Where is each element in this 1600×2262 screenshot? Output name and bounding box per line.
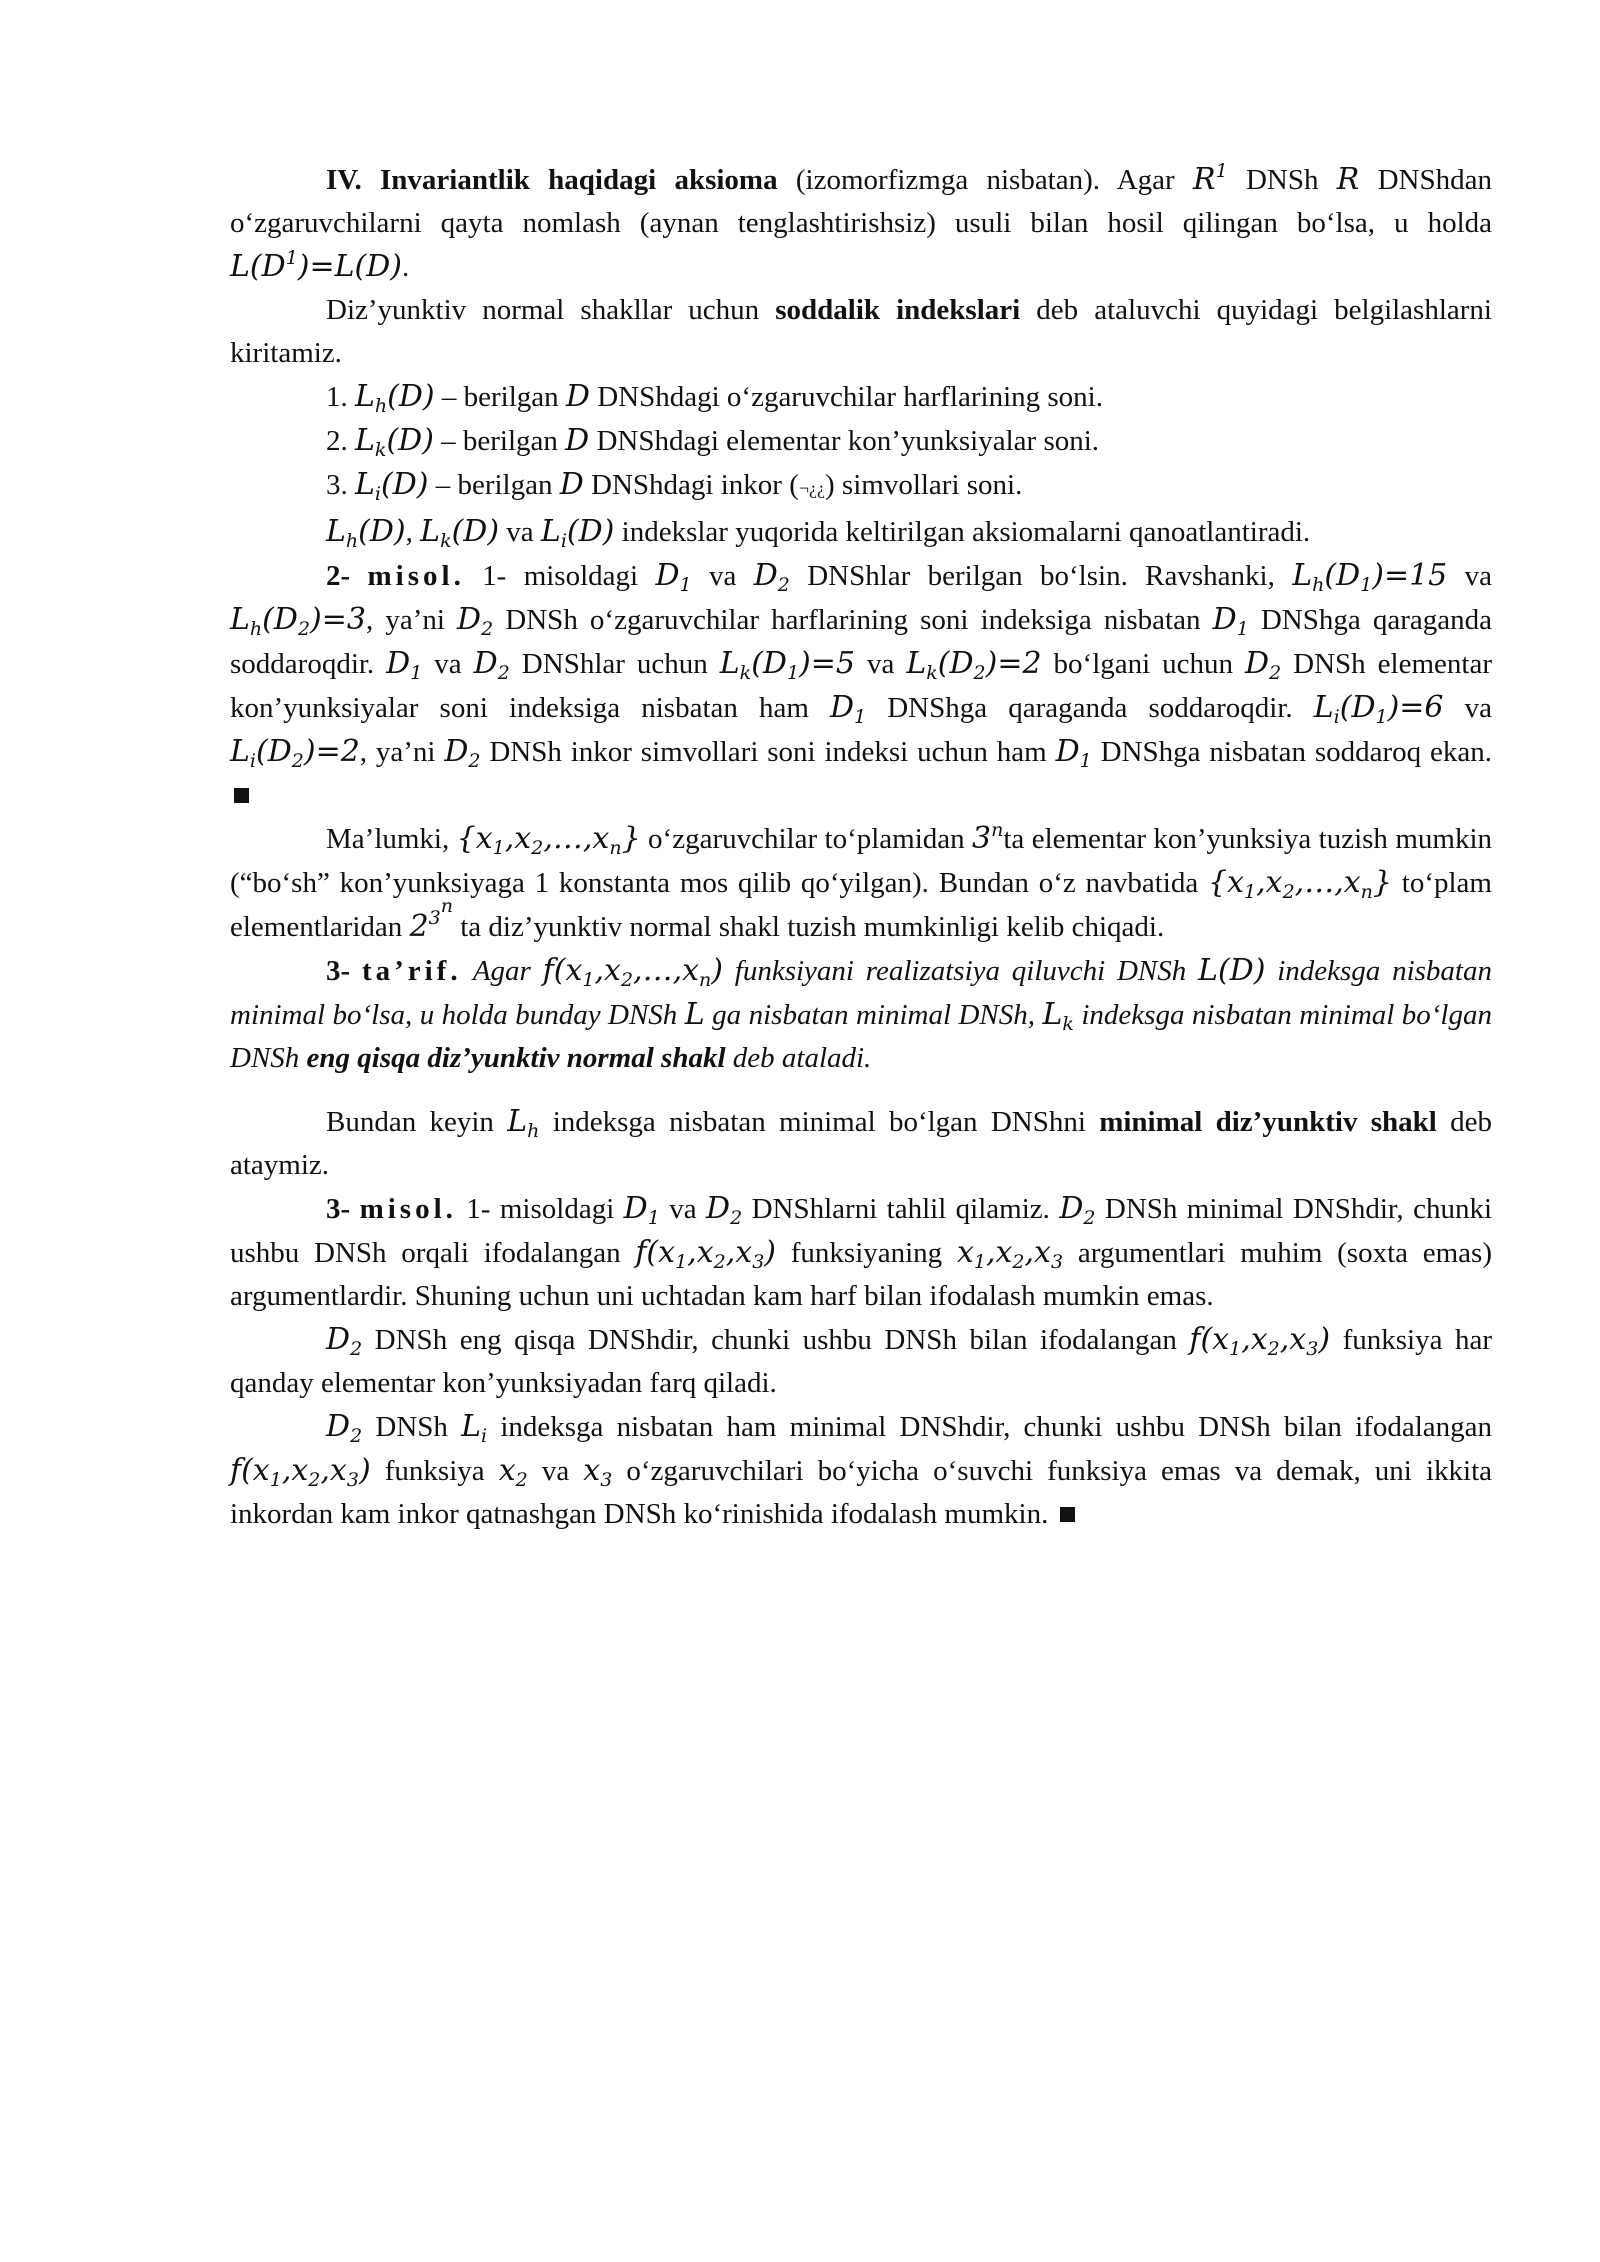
math-expression: $x_1,x_2,x_3$	[956, 1235, 1064, 1273]
text-run: 1- misoldagi	[456, 1193, 624, 1225]
text-run: va	[691, 560, 754, 592]
paragraph-p9	[230, 949, 1492, 1080]
paragraph-p3	[230, 375, 1492, 419]
text-run: ) simvollari soni.	[825, 469, 1023, 501]
text-run: indeksga nisbatan minimal bo‘lgan DNShni	[539, 1106, 1100, 1138]
text-run: DNShdagi elementar kon’yunksiyalar soni.	[589, 425, 1100, 457]
math-expression: $L_k(D_1)=5$	[719, 646, 855, 684]
bold-term: minimal diz’yunktiv shakl	[1099, 1106, 1437, 1138]
negation-symbol: ¬¿¿	[798, 478, 826, 498]
spaced-heading: misol.	[367, 560, 465, 592]
text-run: funksiya	[370, 1455, 499, 1487]
italic-text: deb ataladi.	[725, 1042, 872, 1074]
text-run: DNSh o‘zgaruvchilar harflarining soni indeksiga nisbatan	[493, 604, 1213, 636]
math-expression: $L_i$	[461, 1409, 488, 1447]
text-run: deb ataluvchi quyidagi belgilashlarni kiritamiz.	[230, 294, 1492, 369]
text-run: deb ataymiz.	[230, 1106, 1493, 1181]
bold-term: 3-	[326, 1193, 360, 1225]
text-run: DNSh elementar kon’yunksiyalar soni indeksiga nisbatan ham	[230, 648, 1492, 724]
math-expression: $L_k(D_2)=2$	[906, 646, 1042, 684]
text-run: DNShga qaraganda soddaroqdir.	[230, 604, 1492, 680]
paragraph-p5	[230, 463, 1492, 510]
math-expression: $f(x_1,x_2,x_3)$	[1189, 1322, 1331, 1360]
math-expression: $L_h(D)$	[326, 514, 406, 552]
math-expression: $L_i(D)$	[355, 467, 429, 505]
text-run: DNShdagi inkor (	[583, 469, 799, 501]
bold-term: soddalik indekslari	[775, 294, 1021, 326]
italic-text: Agar	[461, 955, 543, 987]
math-expression: 3$^n$	[972, 819, 1004, 856]
text-run: , ya’ni	[365, 604, 458, 636]
text-run: DNShdagi o‘zgaruvchilar harflarining soni.	[589, 381, 1103, 413]
text-run: DNShlar uchun	[509, 648, 720, 680]
math-expression: $2^{3^n}$	[409, 895, 453, 944]
text-run: ta diz’yunktiv normal shakl tuzish mumkinligi kelib chiqadi.	[453, 911, 1165, 943]
text-run: Diz’yunktiv normal shakllar uchun	[326, 294, 776, 326]
math-expression: $L_h(D_1)=15$	[1292, 558, 1448, 596]
math-expression: $L_i(D)$	[540, 514, 615, 552]
math-expression: $f(x_1,x_2,\dots,x_n)$	[542, 953, 723, 991]
math-expression: D	[559, 467, 584, 502]
paragraph-p1	[230, 158, 1492, 289]
math-expression: $\{x_1,x_2,\dots,x_n\}$	[1208, 865, 1393, 903]
text-run: argumentlari muhim (soxta emas) argumentlardir. Shuning uchun uni uchtadan kam harf bilan ifodalash mumkin emas.	[230, 1237, 1492, 1312]
math-expression: $D_1$	[829, 690, 867, 728]
text-run: funksiya har qanday elementar kon’yunksiyadan farq qiladi.	[230, 1324, 1492, 1399]
text-run: DNSh eng qisqa DNShdir, chunki ushbu DNSh bilan ifodalangan	[362, 1324, 1190, 1356]
text-run: va	[499, 516, 541, 548]
math-expression: $L_k(D)$	[355, 423, 434, 461]
text-run: bo‘lgani uchun	[1041, 648, 1246, 680]
math-expression: D	[565, 423, 590, 458]
text-run: funksiyaning	[776, 1237, 957, 1269]
paragraph-p8	[230, 817, 1492, 949]
text-run: (izomorfizmga nisbatan). Agar	[777, 164, 1193, 196]
math-expression: $D_2$	[706, 1191, 743, 1229]
math-expression: $x_2$	[498, 1453, 528, 1491]
text-run: , ya’ni	[359, 736, 445, 768]
math-expression: $D_2$	[444, 734, 481, 772]
text-run: .	[402, 251, 410, 283]
italic-text: funksiyani realizatsiya qiluvchi DNSh	[723, 955, 1199, 987]
text-run: indeksga nisbatan ham minimal DNShdir, chunki ushbu DNSh bilan ifodalangan	[487, 1411, 1493, 1443]
math-expression: $L_k$	[1042, 997, 1074, 1035]
text-run: o‘zgaruvchilari bo‘yicha o‘suvchi funksiya emas va demak, uni ikkita inkordan kam inkor qatnashgan DNSh ko‘rinishida ifodalash mumkin.	[230, 1455, 1492, 1530]
math-expression: $D_2$	[326, 1322, 363, 1360]
math-expression: $D_1$	[386, 646, 423, 684]
bold-term: 2-	[326, 560, 368, 592]
paragraph-p2	[230, 289, 1492, 375]
paragraph-p7	[230, 554, 1492, 817]
math-expression: $D_2$	[1245, 646, 1282, 684]
paragraph-p12	[230, 1318, 1492, 1405]
math-expression: $D_2$	[457, 602, 494, 640]
math-expression: $D_1$	[623, 1191, 660, 1229]
paragraph-p4	[230, 419, 1492, 463]
end-of-proof-square	[234, 788, 249, 803]
math-expression: $D_1$	[1212, 602, 1249, 640]
math-expression: D	[565, 379, 590, 414]
math-expression: $L(D^1)=L(D)$	[230, 247, 403, 284]
math-expression: $f(x_1,x_2,x_3)$	[230, 1453, 371, 1491]
math-expression: $D_2$	[473, 646, 510, 684]
bold-term: 3-	[326, 955, 362, 987]
text-run: DNShga nisbatan soddaroq ekan.	[1091, 736, 1492, 768]
italic-text: ga nisbatan minimal DNSh,	[704, 999, 1043, 1031]
math-expression: L(D)	[1198, 953, 1266, 988]
text-run: 1- misoldagi	[464, 560, 656, 592]
math-expression: $L_k(D)$	[420, 514, 500, 552]
math-expression: $D_1$	[1055, 734, 1092, 772]
italic-text: indeksga nisbatan minimal bo‘lgan DNSh	[230, 999, 1492, 1074]
end-of-proof-square	[1060, 1507, 1075, 1522]
text-run: 3.	[326, 469, 355, 501]
text-run: DNShlarni tahlil qilamiz.	[742, 1193, 1060, 1225]
spaced-heading: misol.	[359, 1193, 457, 1225]
text-run: ta elementar kon’yunksiya tuzish mumkin (“bo‘sh” kon’yunksiyaga 1 konstanta mos qilib qo‘yilgan). Bundan o‘z navbatida	[230, 823, 1492, 899]
paragraph-p13	[230, 1405, 1492, 1536]
text-run: – berilgan	[434, 381, 566, 413]
text-run: va	[527, 1455, 584, 1487]
text-run: DNShga qaraganda soddaroqdir.	[866, 692, 1314, 724]
text-run: ,	[405, 516, 421, 548]
spaced-heading: ta’rif.	[361, 955, 462, 987]
text-run: – berilgan	[428, 469, 560, 501]
math-expression: $\{x_1,x_2,\dots,x_n\}$	[456, 821, 641, 859]
defined-term: eng qisqa diz’yunktiv normal shakl	[306, 1042, 726, 1074]
text-run: – berilgan	[433, 425, 566, 457]
math-expression: $L_i(D_2)=2$	[230, 734, 360, 772]
text-run: o‘zgaruvchilar to‘plamidan	[640, 823, 973, 855]
text-run: Bundan keyin	[326, 1106, 508, 1138]
text-run: DNSh	[1227, 164, 1337, 196]
math-expression: $L_i(D_1)=6$	[1313, 690, 1444, 728]
math-expression: $D_2$	[1059, 1191, 1096, 1229]
text-run: indekslar yuqorida keltirilgan aksiomalarni qanoatlantiradi.	[614, 516, 1311, 548]
text-run: 1.	[326, 381, 355, 413]
math-expression: $R^1$	[1192, 160, 1228, 197]
text-run: DNSh inkor simvollari soni indeksi uchun ham	[480, 736, 1056, 768]
text-run: DNShlar berilgan bo‘lsin. Ravshanki,	[789, 560, 1293, 592]
text-run: DNSh minimal DNShdir, chunki ushbu DNSh orqali ifodalangan	[230, 1193, 1493, 1269]
paragraph-p6	[230, 510, 1492, 554]
text-run: va	[1447, 560, 1492, 592]
text-run: va	[422, 648, 474, 680]
math-expression: $D_2$	[753, 558, 790, 596]
paragraph-p11	[230, 1187, 1492, 1318]
text-run: Ma’lumki,	[326, 823, 457, 855]
math-expression: $L_h(D)$	[355, 379, 435, 417]
math-expression: $L_h$	[507, 1104, 540, 1142]
math-expression: $f(x_1,x_2,x_3)$	[635, 1235, 776, 1273]
math-expression: R	[1336, 162, 1360, 197]
italic-text: indeksga nisbatan minimal bo‘lsa, u holda bunday DNSh	[230, 955, 1492, 1031]
text-run: DNSh	[362, 1411, 462, 1443]
text-run: va	[854, 648, 907, 680]
math-expression: $L_h(D_2)=3$	[230, 602, 366, 640]
math-expression: $D_2$	[326, 1409, 363, 1447]
math-expression: $D_1$	[655, 558, 692, 596]
text-run: 2.	[326, 425, 355, 457]
text-run: DNShdan o‘zgaruvchilarni qayta nomlash (aynan tenglashtirishsiz) usuli bilan hosil qilingan bo‘lsa, u holda	[230, 164, 1492, 239]
paragraph-p10	[230, 1100, 1492, 1187]
math-expression: L	[684, 997, 705, 1032]
text-run: to‘plam elementlaridan	[230, 867, 1492, 943]
text-run: va	[659, 1193, 707, 1225]
text-run: va	[1443, 692, 1492, 724]
math-expression: $x_3$	[583, 1453, 613, 1491]
document-page	[230, 158, 1492, 1536]
bold-term: IV. Invariantlik haqidagi aksioma	[326, 164, 778, 196]
